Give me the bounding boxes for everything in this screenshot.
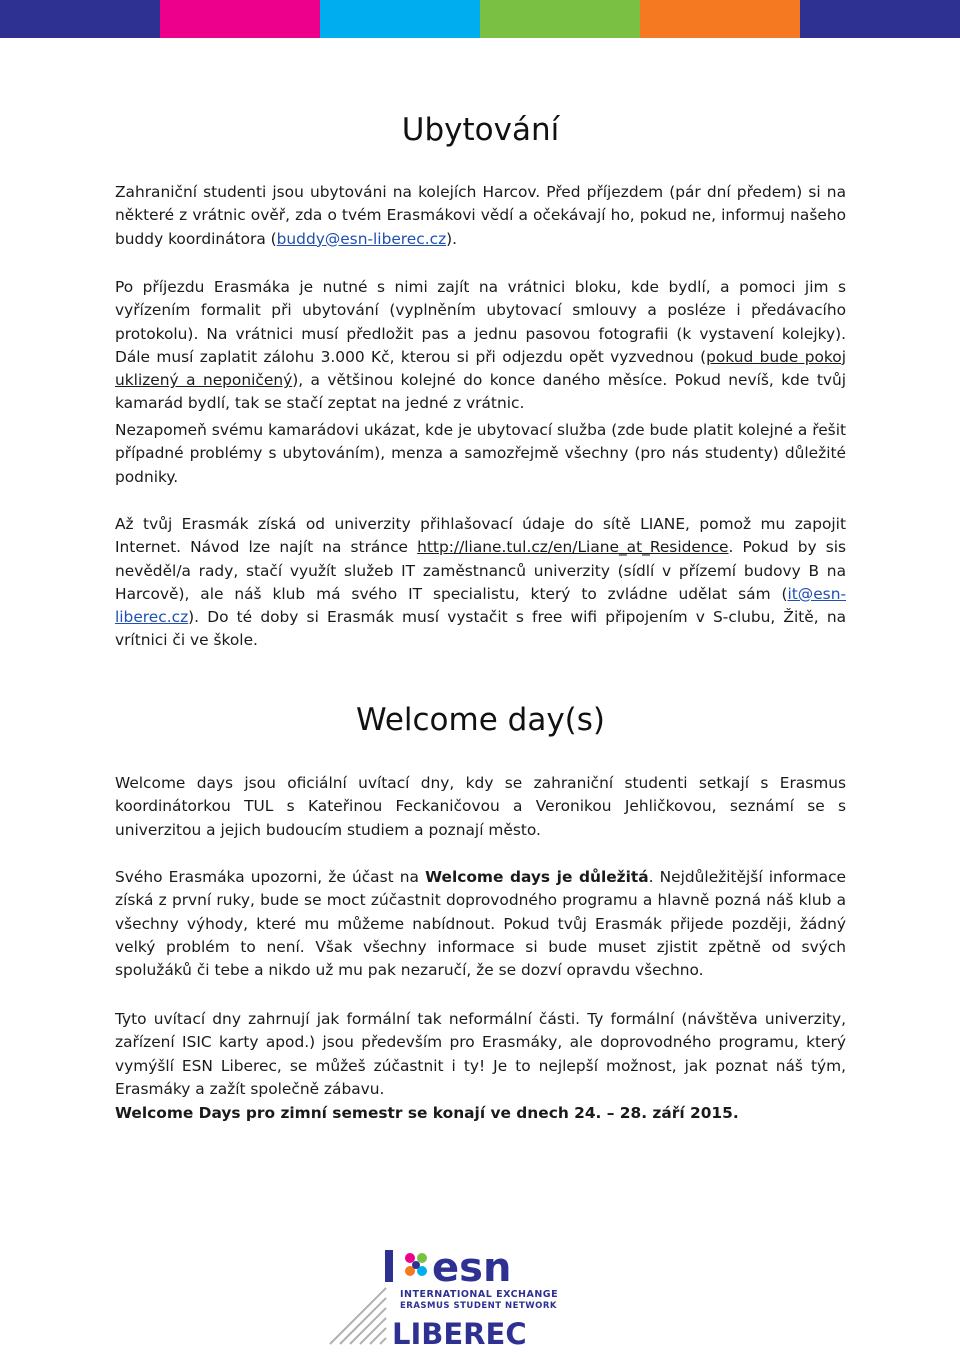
logo-wordmark: esn [432, 1245, 512, 1291]
url-link-liane[interactable]: http://liane.tul.cz/en/Liane_at_Residence [417, 538, 729, 557]
bold-text: Welcome days je důležitá [425, 868, 649, 886]
stripe-segment [0, 0, 160, 38]
stripe-segment [320, 0, 480, 38]
esn-star-icon [385, 1250, 427, 1282]
paragraph [115, 866, 846, 982]
text: . Nejdůležitější informace získá z první ruky, bude se moct zúčastnit doprovodného programu a hlavně pozná náš klub a všechny výhody, které mu můžeme nabídnout. Pokud tvůj Erasmák přijede později, žádný velký problém to není. Však všechny informace si bude muset zjistit zpětně od svých spolužáků či tebe a nikdo už mu pak nezaručí, že se dozví opravdu všechno. [115, 868, 846, 980]
paragraph [115, 181, 846, 251]
logo-city: LIBEREC [392, 1317, 527, 1351]
text: Po příjezdu Erasmáka je nutné s nimi zajít na vrátnici bloku, kde bydlí, a pomoci jim s vyřízením formalit při ubytování (vyplněním ubytovací smlouvy a posléze i předávacího protokolu). Na vrátnici musí předložit pas a jednu pasovou fotografii (k vystavení kolejky). Dále musí zaplatit zálohu 3.000 Kč, kterou si při odjezdu opět vyzvednou ( [115, 278, 846, 366]
text: Svého Erasmáka upozorni, že účast na [115, 868, 426, 886]
paragraph: Welcome days jsou oficiální uvítací dny, kdy se zahraniční studenti setkají s Erasmus koordinátorkou TUL s Kateřinou Feckaničovou a Veronikou Jehličkovou, seznámí se s univerzitou a jejich budoucím studiem a poznají město. [115, 774, 846, 839]
text: ), a většinou kolejné do konce daného měsíce. Pokud nevíš, kde tvůj kamarád bydlí, tak se stačí zeptat na jedné z vrátnic. [115, 371, 847, 413]
logo-lines-graphic [330, 1288, 386, 1344]
stripe-segment [640, 0, 800, 38]
paragraph [115, 513, 846, 653]
paragraph: Tyto uvítací dny zahrnují jak formální tak neformální části. Ty formální (návštěva univerzity, zařízení ISIC karty apod.) jsou především pro Erasmáky, ale doprovodného programu, který vymýšlí ESN Liberec, se můžeš zúčastnit i ty! Je to nejlepší možnost, jak poznat náš tým, Erasmáky a zažít společně zábavu. [115, 1010, 846, 1098]
esn-logo-graphic [330, 1244, 559, 1351]
stripe-segment [160, 0, 320, 38]
bold-text: Welcome Days pro zimní semestr se konají ve dnech 24. – 28. září 2015. [115, 1104, 739, 1122]
text: . Pokud by sis nevěděl/a rady, stačí využít služeb IT zaměstnanců univerzity (sídlí v přízemí budovy B na Harcově), ale náš klub má svého IT specialistu, který to zvládne udělat sám ( [115, 538, 847, 603]
stripe-segment [800, 0, 960, 38]
paragraph: Nezapomeň svému kamarádovi ukázat, kde je ubytovací služba (zde bude platit kolejné a řešit případné problémy s ubytováním), menza a samozřejmě všechny (pro nás studenty) důležité podniky. [115, 421, 846, 486]
paragraph-bold [115, 1102, 846, 1125]
section-title-welcome-days: Welcome day(s) [355, 702, 605, 738]
text: ). [446, 229, 458, 248]
text: ). Do té doby si Erasmák musí vystačit s free wifi připojením v S-clubu, Žitě, na vrítnici či ve škole. [115, 608, 846, 650]
esn-liberec-logo [330, 1244, 559, 1351]
text: Zahraniční studenti jsou ubytováni na kolejích Harcov. Před příjezdem (pár dní předem) si na některé z vrátnic ověř, zda o tvém Erasmákovi vědí a očekávají ho, pokud ne, informuj našeho buddy koordinátora ( [115, 183, 846, 248]
email-link-buddy[interactable]: buddy@esn-liberec.cz [276, 229, 447, 248]
paragraph [115, 276, 846, 416]
logo-line2: ERASMUS STUDENT NETWORK [400, 1301, 558, 1311]
stripe-segment [480, 0, 640, 38]
text: Až tvůj Erasmák získá od univerzity přihlašovací údaje do sítě LIANE, pomož mu zapojit Internet. Návod lze najít na stránce [115, 515, 846, 557]
email-link-it[interactable]: it@esn-liberec.cz [115, 584, 846, 627]
color-stripe [0, 0, 960, 38]
section-title-ubytovani: Ubytování [401, 112, 560, 148]
logo-line1: INTERNATIONAL EXCHANGE [400, 1289, 559, 1300]
underlined-text: pokud bude pokoj uklizený a neponičený [115, 347, 846, 390]
